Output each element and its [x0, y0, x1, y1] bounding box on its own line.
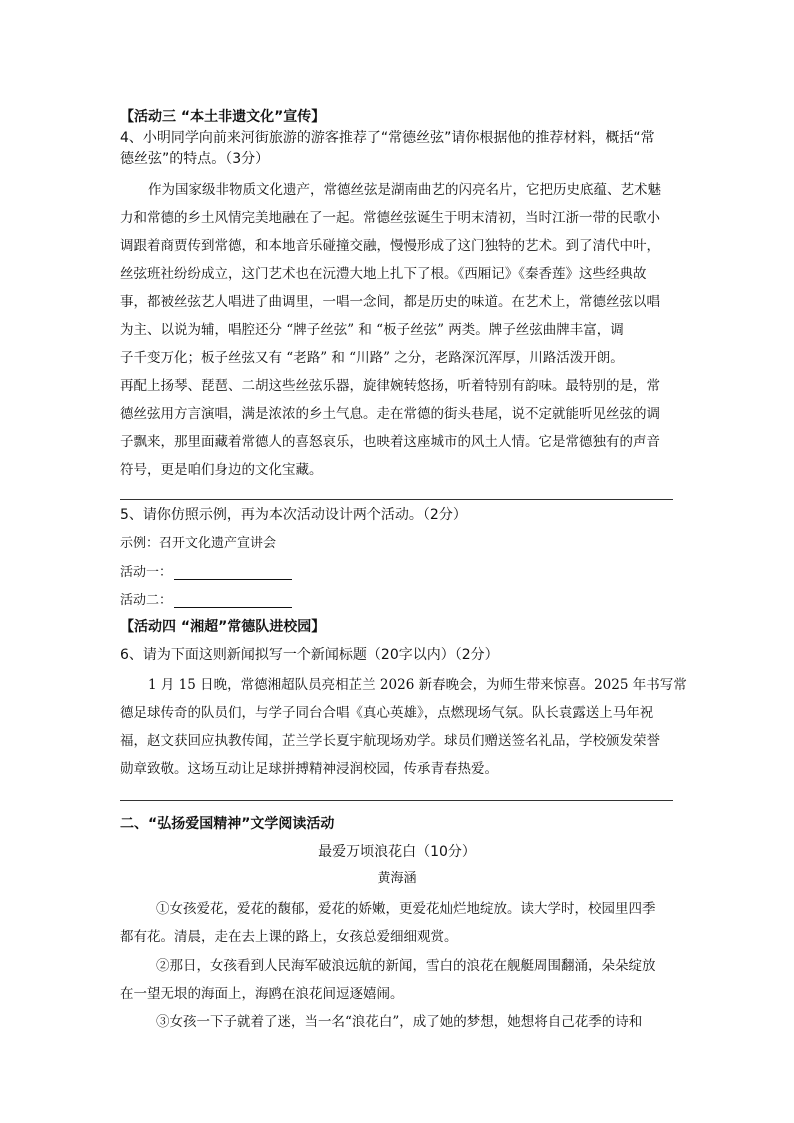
passage-line: 丝弦班社纷纷成立，这门艺术也在沅澧大地上扎下了根。《西厢记》《秦香莲》这些经典故	[120, 266, 647, 282]
news-line: 德足球传奇的队员们，与学子同台合唱《真心英雄》，点燃现场气氛。队长袁露送上马年祝	[120, 705, 654, 721]
news-line: 勋章致敬。这场互动让足球拼搏精神浸润校园，传承青春热爱。	[120, 761, 498, 777]
activity-two-blank[interactable]	[174, 593, 292, 608]
answer-line[interactable]	[120, 800, 673, 801]
article-paragraph: 都有花。清晨，走在去上课的路上，女孩总爱细细观赏。	[120, 929, 458, 945]
passage-line: 再配上扬琴、琵琶、二胡这些丝弦乐器，旋律婉转悠扬，听着特别有韵味。最特别的是，常	[120, 378, 660, 394]
passage-line: 子千变万化；板子丝弦又有 “老路” 和 “川路” 之分，老路深沉浑厚，川路活泼开朗。	[120, 350, 624, 366]
activity-one-label: 活动一：	[120, 565, 173, 580]
activity-one-row	[120, 561, 292, 580]
question5-example: 示例：召开文化遗产宣讲会	[120, 536, 277, 551]
passage-line: 德丝弦用方言演唱，满是浓浓的乡土气息。走在常德的街头巷尾，说不定就能听见丝弦的调	[120, 406, 660, 422]
article-paragraph: ③女孩一下子就着了迷，当一名“浪花白”，成了她的梦想，她想将自己花季的诗和	[156, 1014, 643, 1030]
passage-line: 力和常德的乡土风情完美地融在了一起。常德丝弦诞生于明末清初，当时江浙一带的民歌小	[120, 210, 660, 226]
activity-two-row	[120, 589, 292, 608]
activity-one-blank[interactable]	[174, 565, 292, 580]
activity-two-label: 活动二：	[120, 593, 173, 608]
passage-line: 作为国家级非物质文化遗产，常德丝弦是湖南曲艺的闪亮名片，它把历史底蕴、艺术魅	[148, 182, 661, 198]
question6-prompt: 6、请为下面这则新闻拟写一个新闻标题（20字以内）（2分）	[120, 647, 499, 663]
news-line: 福，赵文获回应执教传闻，芷兰学长夏宇航现场劝学。球员们赠送签名礼品，学校颁发荣誉	[120, 733, 660, 749]
passage-line: 事，都被丝弦艺人唱进了曲调里，一唱一念间，都是历史的味道。在艺术上，常德丝弦以唱	[120, 294, 660, 310]
question4-line2: 德丝弦”的特点。（3分）	[120, 151, 270, 167]
passage-line: 为主、以说为辅，唱腔还分 “牌子丝弦” 和 “板子丝弦” 两类。牌子丝弦曲牌丰富，调	[120, 322, 624, 338]
question4-line1: 4、小明同学向前来河街旅游的游客推荐了“常德丝弦”请你根据他的推荐材料，概括“常	[120, 130, 655, 146]
question5-prompt: 5、请你仿照示例，再为本次活动设计两个活动。（2分）	[120, 507, 467, 523]
article-title: 最爱万顷浪花白（10分）	[318, 844, 476, 860]
article-paragraph: ①女孩爱花，爱花的馥郁，爱花的娇嫩，更爱花灿烂地绽放。读大学时，校园里四季	[156, 901, 656, 917]
article-paragraph: 在一望无垠的海面上，海鸥在浪花间逗逐嬉闹。	[120, 986, 404, 1002]
passage-line: 子飘来，那里面藏着常德人的喜怒哀乐，也映着这座城市的风土人情。它是常德独有的声音	[120, 434, 660, 450]
article-paragraph: ②那日，女孩看到人民海军破浪远航的新闻，雪白的浪花在舰艇周围翻涌，朵朵绽放	[156, 958, 656, 974]
news-line: 1 月 15 日晚，常德湘超队员亮相芷兰 2026 新春晚会，为师生带来惊喜。2025 年书写常	[148, 677, 687, 693]
passage-line: 调跟着商贾传到常德，和本地音乐碰撞交融，慢慢形成了这门独特的艺术。到了清代中叶，	[120, 238, 660, 254]
section2-heading: 二、“弘扬爱国精神”文学阅读活动	[120, 816, 335, 832]
passage-line: 符号，更是咱们身边的文化宝藏。	[120, 462, 323, 478]
activity4-heading: 【活动四 “湘超”常德队进校园】	[120, 619, 326, 635]
activity3-heading: 【活动三 “本土非遗文化”宣传】	[120, 109, 326, 125]
answer-line[interactable]	[120, 499, 673, 500]
article-author: 黄海涵	[377, 871, 417, 886]
